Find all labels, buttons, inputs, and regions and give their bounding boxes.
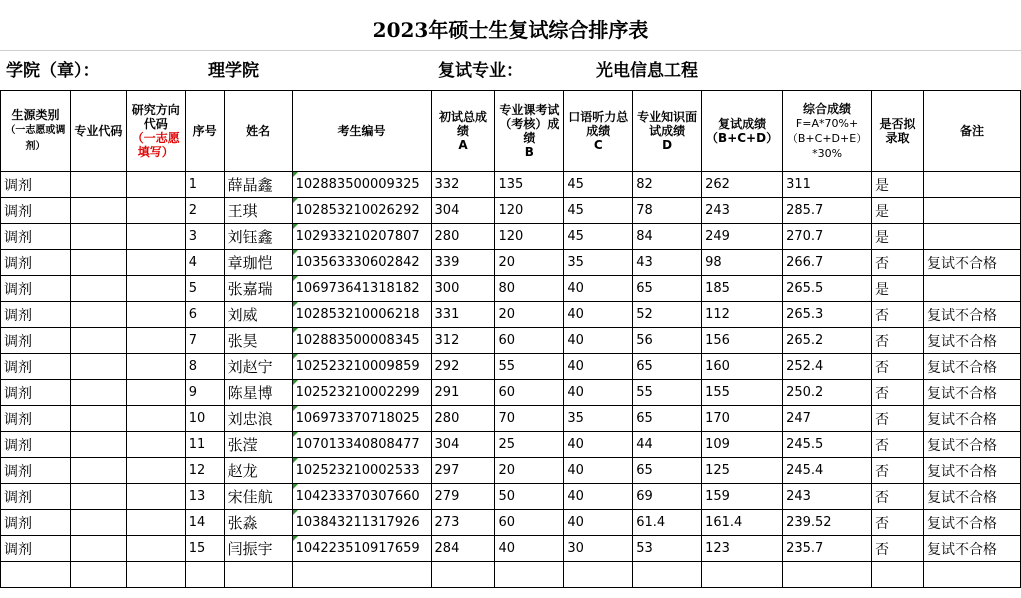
cell-name[interactable]: 薛晶鑫	[224, 172, 292, 198]
cell-oral-score[interactable]: 45	[564, 172, 633, 198]
cell-prof-score[interactable]: 60	[495, 510, 564, 536]
cell-remark[interactable]: 复试不合格	[923, 380, 1020, 406]
cell-interview-score[interactable]: 65	[633, 458, 702, 484]
cell-remark[interactable]: 复试不合格	[923, 328, 1020, 354]
table-row	[1, 354, 1021, 380]
cell-retest-score[interactable]: 170	[702, 406, 783, 432]
cell-exam-no[interactable]: 102523210009859	[292, 354, 431, 380]
cell-direction-code[interactable]	[126, 224, 185, 250]
cell-interview-score[interactable]	[633, 562, 702, 588]
cell-total-score[interactable]: 239.52	[783, 510, 872, 536]
cell-interview-score[interactable]: 65	[633, 276, 702, 302]
cell-name[interactable]: 张淼	[224, 510, 292, 536]
cell-oral-score[interactable]: 35	[564, 406, 633, 432]
cell-admit[interactable]: 否	[872, 406, 924, 432]
cell-retest-score[interactable]: 161.4	[702, 510, 783, 536]
cell-total-score[interactable]: 285.7	[783, 198, 872, 224]
cell-retest-score[interactable]: 125	[702, 458, 783, 484]
cell-total-score[interactable]: 245.4	[783, 458, 872, 484]
cell-oral-score[interactable]: 40	[564, 276, 633, 302]
cell-seq[interactable]: 14	[185, 510, 224, 536]
table-header-row	[1, 91, 1021, 172]
table-row	[1, 484, 1021, 510]
cell-oral-score[interactable]: 40	[564, 458, 633, 484]
cell-prof-score[interactable]: 40	[495, 536, 564, 562]
cell-oral-score[interactable]: 40	[564, 484, 633, 510]
cell-total-score[interactable]	[783, 562, 872, 588]
cell-oral-score[interactable]: 30	[564, 536, 633, 562]
cell-major-code[interactable]	[70, 198, 126, 224]
cell-direction-code[interactable]	[126, 250, 185, 276]
cell-remark[interactable]	[923, 224, 1020, 250]
table-row	[1, 458, 1021, 484]
cell-retest-score[interactable]: 109	[702, 432, 783, 458]
cell-source-type[interactable]: 调剂	[1, 224, 71, 250]
cell-admit[interactable]: 是	[872, 198, 924, 224]
cell-direction-code[interactable]	[126, 276, 185, 302]
cell-interview-score[interactable]: 84	[633, 224, 702, 250]
cell-initial-score[interactable]: 291	[431, 380, 495, 406]
cell-major-code[interactable]	[70, 172, 126, 198]
cell-retest-score[interactable]: 160	[702, 354, 783, 380]
ranking-table	[0, 90, 1021, 588]
cell-total-score[interactable]: 235.7	[783, 536, 872, 562]
cell-name[interactable]: 章珈恺	[224, 250, 292, 276]
cell-oral-score[interactable]: 45	[564, 224, 633, 250]
cell-initial-score[interactable]: 339	[431, 250, 495, 276]
cell-remark[interactable]: 复试不合格	[923, 510, 1020, 536]
cell-oral-score[interactable]	[564, 562, 633, 588]
cell-total-score[interactable]: 247	[783, 406, 872, 432]
table-row	[1, 172, 1021, 198]
cell-major-code[interactable]	[70, 250, 126, 276]
cell-major-code[interactable]	[70, 406, 126, 432]
cell-major-code[interactable]	[70, 562, 126, 588]
cell-oral-score[interactable]: 40	[564, 510, 633, 536]
cell-total-score[interactable]: 270.7	[783, 224, 872, 250]
cell-remark[interactable]: 复试不合格	[923, 250, 1020, 276]
cell-remark[interactable]: 复试不合格	[923, 432, 1020, 458]
cell-admit[interactable]: 是	[872, 172, 924, 198]
cell-remark[interactable]	[923, 172, 1020, 198]
cell-prof-score[interactable]: 120	[495, 198, 564, 224]
cell-major-code[interactable]	[70, 536, 126, 562]
cell-prof-score[interactable]	[495, 562, 564, 588]
cell-major-code[interactable]	[70, 484, 126, 510]
table-row	[1, 198, 1021, 224]
cell-direction-code[interactable]	[126, 302, 185, 328]
col-direction-code: 研究方向代码 （一志愿填写）	[126, 91, 185, 172]
cell-admit[interactable]	[872, 562, 924, 588]
cell-total-score[interactable]: 265.5	[783, 276, 872, 302]
cell-total-score[interactable]: 266.7	[783, 250, 872, 276]
cell-admit[interactable]: 否	[872, 536, 924, 562]
cell-major-code[interactable]	[70, 276, 126, 302]
col-initial-score: 初试总成绩 A	[431, 91, 495, 172]
college-label: 学院（章）：	[6, 61, 100, 81]
cell-seq[interactable]: 4	[185, 250, 224, 276]
cell-name[interactable]: 刘赵宁	[224, 354, 292, 380]
cell-total-score[interactable]: 265.3	[783, 302, 872, 328]
cell-initial-score[interactable]: 280	[431, 224, 495, 250]
cell-interview-score[interactable]: 53	[633, 536, 702, 562]
cell-retest-score[interactable]: 243	[702, 198, 783, 224]
cell-name[interactable]: 张滢	[224, 432, 292, 458]
cell-major-code[interactable]	[70, 510, 126, 536]
cell-interview-score[interactable]: 55	[633, 380, 702, 406]
cell-oral-score[interactable]: 40	[564, 328, 633, 354]
cell-initial-score[interactable]: 297	[431, 458, 495, 484]
cell-direction-code[interactable]	[126, 510, 185, 536]
cell-name[interactable]: 刘威	[224, 302, 292, 328]
cell-interview-score[interactable]: 65	[633, 406, 702, 432]
cell-initial-score[interactable]: 300	[431, 276, 495, 302]
col-source-type: 生源类别 （一志愿或调剂）	[1, 91, 71, 172]
cell-retest-score[interactable]: 249	[702, 224, 783, 250]
cell-exam-no[interactable]: 102933210207807	[292, 224, 431, 250]
cell-initial-score[interactable]	[431, 562, 495, 588]
cell-direction-code[interactable]	[126, 536, 185, 562]
cell-seq[interactable]: 5	[185, 276, 224, 302]
cell-initial-score[interactable]: 332	[431, 172, 495, 198]
cell-retest-score[interactable]: 156	[702, 328, 783, 354]
col-prof-score: 专业课考试（考核）成绩 B	[495, 91, 564, 172]
cell-interview-score[interactable]: 56	[633, 328, 702, 354]
page-title: 2023年硕士生复试综合排序表	[372, 18, 649, 42]
cell-admit[interactable]: 否	[872, 328, 924, 354]
cell-initial-score[interactable]: 279	[431, 484, 495, 510]
cell-seq[interactable]: 13	[185, 484, 224, 510]
col-admit: 是否拟录取	[872, 91, 924, 172]
cell-name[interactable]: 闫振宇	[224, 536, 292, 562]
col-exam-no: 考生编号	[292, 91, 431, 172]
cell-direction-code[interactable]	[126, 562, 185, 588]
cell-seq[interactable]: 2	[185, 198, 224, 224]
cell-prof-score[interactable]: 25	[495, 432, 564, 458]
cell-exam-no[interactable]: 102883500008345	[292, 328, 431, 354]
cell-seq[interactable]: 9	[185, 380, 224, 406]
cell-name[interactable]: 陈星博	[224, 380, 292, 406]
cell-remark[interactable]: 复试不合格	[923, 302, 1020, 328]
cell-oral-score[interactable]: 40	[564, 432, 633, 458]
cell-exam-no[interactable]: 106973370718025	[292, 406, 431, 432]
cell-direction-code[interactable]	[126, 432, 185, 458]
cell-name[interactable]: 张嘉瑞	[224, 276, 292, 302]
col-name: 姓名	[224, 91, 292, 172]
cell-retest-score[interactable]: 262	[702, 172, 783, 198]
col-total-score: 综合成绩 F=A*70%+（B+C+D+E）*30%	[783, 91, 872, 172]
cell-exam-no[interactable]: 102853210006218	[292, 302, 431, 328]
cell-oral-score[interactable]: 40	[564, 302, 633, 328]
cell-admit[interactable]: 是	[872, 276, 924, 302]
cell-source-type[interactable]: 调剂	[1, 198, 71, 224]
cell-exam-no[interactable]: 102853210026292	[292, 198, 431, 224]
cell-retest-score[interactable]	[702, 562, 783, 588]
cell-interview-score[interactable]: 69	[633, 484, 702, 510]
title-divider	[0, 50, 1021, 51]
cell-name[interactable]: 刘钰鑫	[224, 224, 292, 250]
cell-initial-score[interactable]: 312	[431, 328, 495, 354]
cell-seq[interactable]: 12	[185, 458, 224, 484]
cell-source-type[interactable]: 调剂	[1, 406, 71, 432]
cell-retest-score[interactable]: 98	[702, 250, 783, 276]
cell-source-type[interactable]: 调剂	[1, 302, 71, 328]
cell-seq[interactable]: 11	[185, 432, 224, 458]
cell-interview-score[interactable]: 43	[633, 250, 702, 276]
cell-remark[interactable]: 复试不合格	[923, 406, 1020, 432]
cell-direction-code[interactable]	[126, 380, 185, 406]
cell-source-type[interactable]: 调剂	[1, 432, 71, 458]
cell-retest-score[interactable]: 155	[702, 380, 783, 406]
cell-initial-score[interactable]: 280	[431, 406, 495, 432]
col-retest-score: 复试成绩 （B+C+D）	[702, 91, 783, 172]
cell-name[interactable]: 宋佳航	[224, 484, 292, 510]
cell-total-score[interactable]: 250.2	[783, 380, 872, 406]
cell-retest-score[interactable]: 123	[702, 536, 783, 562]
cell-remark[interactable]: 复试不合格	[923, 458, 1020, 484]
cell-remark[interactable]	[923, 276, 1020, 302]
cell-source-type[interactable]: 调剂	[1, 328, 71, 354]
cell-initial-score[interactable]: 304	[431, 432, 495, 458]
cell-oral-score[interactable]: 40	[564, 380, 633, 406]
cell-exam-no[interactable]: 103843211317926	[292, 510, 431, 536]
cell-interview-score[interactable]: 61.4	[633, 510, 702, 536]
cell-major-code[interactable]	[70, 458, 126, 484]
cell-retest-score[interactable]: 185	[702, 276, 783, 302]
cell-direction-code[interactable]	[126, 354, 185, 380]
cell-seq[interactable]: 15	[185, 536, 224, 562]
cell-remark[interactable]: 复试不合格	[923, 354, 1020, 380]
cell-interview-score[interactable]: 78	[633, 198, 702, 224]
cell-name[interactable]: 王琪	[224, 198, 292, 224]
cell-direction-code[interactable]	[126, 198, 185, 224]
cell-source-type[interactable]: 调剂	[1, 536, 71, 562]
cell-oral-score[interactable]: 35	[564, 250, 633, 276]
cell-direction-code[interactable]	[126, 406, 185, 432]
cell-major-code[interactable]	[70, 354, 126, 380]
cell-admit[interactable]: 否	[872, 458, 924, 484]
cell-total-score[interactable]: 311	[783, 172, 872, 198]
cell-seq[interactable]: 3	[185, 224, 224, 250]
cell-interview-score[interactable]: 52	[633, 302, 702, 328]
table-row	[1, 380, 1021, 406]
cell-prof-score[interactable]: 70	[495, 406, 564, 432]
cell-source-type[interactable]: 调剂	[1, 458, 71, 484]
cell-source-type[interactable]: 调剂	[1, 250, 71, 276]
cell-prof-score[interactable]: 20	[495, 458, 564, 484]
table-row	[1, 250, 1021, 276]
table-row	[1, 276, 1021, 302]
table-row	[1, 562, 1021, 588]
cell-direction-code[interactable]	[126, 458, 185, 484]
cell-major-code[interactable]	[70, 432, 126, 458]
cell-direction-code[interactable]	[126, 484, 185, 510]
cell-interview-score[interactable]: 44	[633, 432, 702, 458]
col-remark: 备注	[923, 91, 1020, 172]
cell-source-type[interactable]: 调剂	[1, 354, 71, 380]
cell-total-score[interactable]: 252.4	[783, 354, 872, 380]
cell-seq[interactable]: 6	[185, 302, 224, 328]
cell-total-score[interactable]: 245.5	[783, 432, 872, 458]
cell-exam-no[interactable]: 104233370307660	[292, 484, 431, 510]
major-label: 复试专业：	[438, 61, 523, 81]
cell-total-score[interactable]: 243	[783, 484, 872, 510]
cell-remark[interactable]	[923, 562, 1020, 588]
cell-exam-no[interactable]: 107013340808477	[292, 432, 431, 458]
cell-prof-score[interactable]: 20	[495, 250, 564, 276]
cell-total-score[interactable]: 265.2	[783, 328, 872, 354]
cell-initial-score[interactable]: 273	[431, 510, 495, 536]
cell-admit[interactable]: 否	[872, 302, 924, 328]
cell-seq[interactable]: 7	[185, 328, 224, 354]
cell-name[interactable]: 刘忠浪	[224, 406, 292, 432]
cell-major-code[interactable]	[70, 302, 126, 328]
cell-exam-no[interactable]: 102523210002299	[292, 380, 431, 406]
cell-name[interactable]: 赵龙	[224, 458, 292, 484]
cell-admit[interactable]: 否	[872, 432, 924, 458]
cell-prof-score[interactable]: 120	[495, 224, 564, 250]
cell-source-type[interactable]: 调剂	[1, 380, 71, 406]
cell-retest-score[interactable]: 159	[702, 484, 783, 510]
cell-seq[interactable]	[185, 562, 224, 588]
cell-initial-score[interactable]: 292	[431, 354, 495, 380]
table-row	[1, 510, 1021, 536]
cell-prof-score[interactable]: 60	[495, 328, 564, 354]
cell-interview-score[interactable]: 82	[633, 172, 702, 198]
cell-direction-code[interactable]	[126, 328, 185, 354]
cell-source-type[interactable]: 调剂	[1, 172, 71, 198]
cell-seq[interactable]: 1	[185, 172, 224, 198]
cell-source-type[interactable]: 调剂	[1, 276, 71, 302]
cell-source-type[interactable]	[1, 562, 71, 588]
col-seq: 序号	[185, 91, 224, 172]
cell-prof-score[interactable]: 50	[495, 484, 564, 510]
cell-initial-score[interactable]: 304	[431, 198, 495, 224]
cell-seq[interactable]: 10	[185, 406, 224, 432]
table-row	[1, 224, 1021, 250]
cell-prof-score[interactable]: 20	[495, 302, 564, 328]
cell-admit[interactable]: 否	[872, 250, 924, 276]
cell-admit[interactable]: 否	[872, 380, 924, 406]
major-value: 光电信息工程	[596, 61, 698, 81]
col-major-code: 专业代码	[70, 91, 126, 172]
cell-source-type[interactable]: 调剂	[1, 510, 71, 536]
cell-oral-score[interactable]: 45	[564, 198, 633, 224]
table-row	[1, 536, 1021, 562]
cell-prof-score[interactable]: 55	[495, 354, 564, 380]
cell-prof-score[interactable]: 135	[495, 172, 564, 198]
cell-admit[interactable]: 否	[872, 510, 924, 536]
cell-remark[interactable]	[923, 198, 1020, 224]
cell-exam-no[interactable]: 103563330602842	[292, 250, 431, 276]
cell-major-code[interactable]	[70, 380, 126, 406]
cell-source-type[interactable]: 调剂	[1, 484, 71, 510]
col-interview-score: 专业知识面试成绩 D	[633, 91, 702, 172]
cell-exam-no[interactable]: 102883500009325	[292, 172, 431, 198]
cell-remark[interactable]: 复试不合格	[923, 484, 1020, 510]
cell-retest-score[interactable]: 112	[702, 302, 783, 328]
cell-seq[interactable]: 8	[185, 354, 224, 380]
cell-major-code[interactable]	[70, 224, 126, 250]
college-value: 理学院	[208, 61, 259, 81]
cell-interview-score[interactable]: 65	[633, 354, 702, 380]
cell-exam-no[interactable]: 104223510917659	[292, 536, 431, 562]
table-row	[1, 302, 1021, 328]
table-row	[1, 432, 1021, 458]
cell-exam-no[interactable]: 106973641318182	[292, 276, 431, 302]
cell-prof-score[interactable]: 80	[495, 276, 564, 302]
cell-initial-score[interactable]: 284	[431, 536, 495, 562]
cell-name[interactable]	[224, 562, 292, 588]
table-row	[1, 328, 1021, 354]
cell-admit[interactable]: 是	[872, 224, 924, 250]
cell-exam-no[interactable]	[292, 562, 431, 588]
cell-oral-score[interactable]: 40	[564, 354, 633, 380]
cell-major-code[interactable]	[70, 328, 126, 354]
cell-initial-score[interactable]: 331	[431, 302, 495, 328]
cell-exam-no[interactable]: 102523210002533	[292, 458, 431, 484]
cell-admit[interactable]: 否	[872, 354, 924, 380]
cell-prof-score[interactable]: 60	[495, 380, 564, 406]
cell-remark[interactable]: 复试不合格	[923, 536, 1020, 562]
cell-admit[interactable]: 否	[872, 484, 924, 510]
table-row	[1, 406, 1021, 432]
col-oral-score: 口语听力总成绩 C	[564, 91, 633, 172]
cell-direction-code[interactable]	[126, 172, 185, 198]
cell-name[interactable]: 张昊	[224, 328, 292, 354]
